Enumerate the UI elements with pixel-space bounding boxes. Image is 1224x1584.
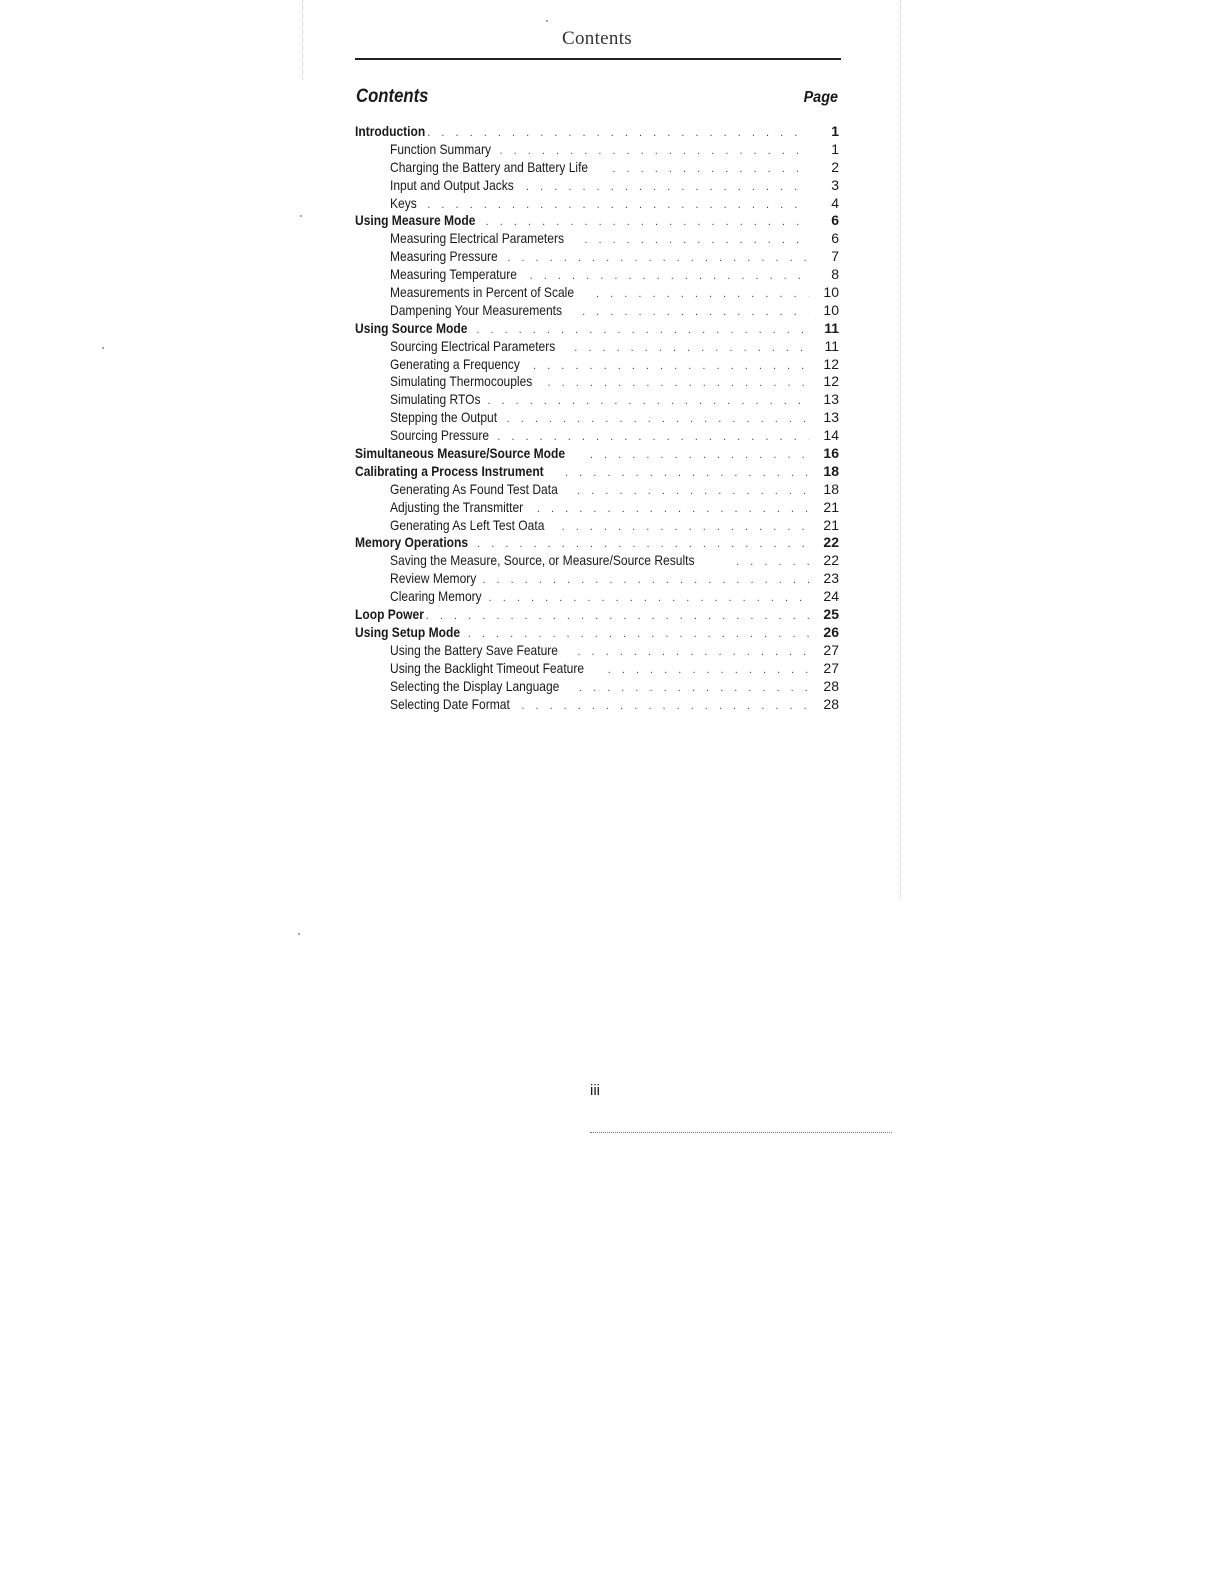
toc-entry-page: 2	[831, 158, 839, 175]
dot-leader	[533, 358, 809, 376]
toc-entry-page: 12	[823, 355, 839, 372]
toc-subsection-entry	[355, 570, 839, 588]
dot-leader	[507, 250, 809, 268]
toc-entry-label: Loop Power	[355, 606, 424, 623]
dot-leader	[577, 483, 809, 501]
dot-leader	[612, 161, 809, 179]
toc-entry-label: Simulating RTOs	[390, 391, 481, 408]
toc-section-entry	[355, 624, 839, 642]
toc-entry-page: 1	[831, 123, 839, 139]
scan-speck	[300, 215, 302, 217]
toc-entry-label: Calibrating a Process Instrument	[355, 462, 544, 479]
toc-entry-page: 18	[823, 480, 839, 497]
toc-subsection-entry	[355, 696, 839, 714]
toc-subsection-entry	[355, 141, 839, 159]
scan-speck	[102, 347, 104, 349]
toc-entry-page: 6	[831, 212, 839, 229]
toc-subsection-entry	[355, 284, 839, 302]
dot-leader	[596, 286, 809, 304]
dot-leader	[487, 393, 809, 411]
toc-entry-page: 23	[823, 570, 839, 587]
toc-title: Contents	[356, 86, 429, 107]
toc-entry-label: Keys	[390, 194, 417, 211]
toc-entry-page: 28	[823, 677, 839, 694]
toc-entry-label: Measurements in Percent of Scale	[390, 284, 575, 301]
toc-entry-label: Dampening Your Measurements	[390, 301, 563, 318]
toc-entry-page: 16	[823, 445, 839, 462]
toc-entry-label: Using Source Mode	[355, 319, 468, 336]
dot-leader	[507, 411, 809, 429]
toc-entry-label: Review Memory	[390, 570, 477, 587]
toc-entry-label: Memory Operations	[355, 534, 469, 551]
toc-section-entry	[355, 212, 839, 230]
toc-entry-page: 25	[823, 606, 839, 623]
toc-subsection-entry	[355, 499, 839, 517]
scan-edge-mark-left	[302, 0, 305, 80]
toc-entry-label: Using the Backlight Timeout Feature	[390, 659, 585, 676]
toc-page-column-label: Page	[803, 89, 838, 106]
toc-entry-label: Saving the Measure, Source, or Measure/Source Results	[390, 552, 695, 569]
toc-entry-page: 22	[823, 534, 839, 551]
toc-entry-page: 4	[831, 194, 839, 211]
dot-leader	[590, 447, 809, 465]
toc-subsection-entry	[355, 159, 839, 177]
toc-entry-label: Selecting Date Format	[390, 695, 510, 712]
page-number: iii	[590, 1082, 600, 1099]
toc-entry-label: Measuring Electrical Parameters	[390, 230, 564, 247]
toc-entry-label: Using the Battery Save Feature	[390, 641, 558, 658]
toc-entry-label: Selecting the Display Language	[390, 677, 560, 694]
dot-leader	[426, 608, 809, 626]
toc-subsection-entry	[355, 678, 839, 696]
toc-entry-label: Generating As Found Test Data	[390, 480, 558, 497]
header-rule	[355, 58, 841, 60]
toc-entry-page: 27	[823, 641, 839, 658]
toc-subsection-entry	[355, 588, 839, 606]
toc-entry-page: 21	[823, 498, 839, 515]
toc-entry-page: 8	[831, 266, 839, 283]
toc-subsection-entry	[355, 302, 839, 320]
toc-entry-label: Introduction	[355, 123, 426, 139]
toc-entry-label: Stepping the Output	[390, 409, 498, 426]
toc-subsection-entry	[355, 660, 839, 678]
toc-entry-label: Using Setup Mode	[355, 623, 461, 640]
toc-entry-page: 27	[823, 659, 839, 676]
toc-entry-page: 13	[823, 391, 839, 408]
toc-entry-page: 6	[831, 230, 839, 247]
toc-subsection-entry	[355, 642, 839, 660]
toc-subsection-entry	[355, 409, 839, 427]
dot-leader	[584, 232, 809, 250]
toc-subsection-entry	[355, 481, 839, 499]
toc-entry-label: Measuring Temperature	[390, 266, 517, 283]
toc-entry-page: 18	[823, 462, 839, 479]
dot-leader	[537, 501, 809, 519]
toc-entry-label: Simulating Thermocouples	[390, 373, 533, 390]
toc-entry-page: 7	[831, 248, 839, 265]
dot-leader	[482, 572, 809, 590]
dot-leader	[736, 554, 809, 572]
toc-subsection-entry	[355, 356, 839, 374]
dot-leader	[562, 519, 809, 537]
toc-entry-page: 13	[823, 409, 839, 426]
toc-entry-page: 11	[824, 319, 839, 336]
dot-leader	[548, 375, 809, 393]
dot-leader	[582, 304, 809, 322]
toc-entry-label: Simultaneous Measure/Source Mode	[355, 445, 566, 462]
toc-section-entry	[355, 606, 839, 624]
toc-section-entry	[355, 123, 839, 141]
toc-entry-page: 22	[823, 552, 839, 569]
toc-section-entry	[355, 320, 839, 338]
toc-entry-page: 10	[823, 301, 839, 318]
toc-entry-label: Clearing Memory	[390, 588, 482, 605]
toc-entry-page: 21	[823, 516, 839, 533]
toc-subsection-entry	[355, 552, 839, 570]
table-of-contents	[355, 123, 839, 713]
scan-speck	[546, 20, 548, 22]
scan-edge-mark-right	[900, 0, 909, 900]
toc-subsection-entry	[355, 266, 839, 284]
toc-subsection-entry	[355, 517, 839, 535]
toc-entry-page: 11	[824, 337, 839, 354]
toc-entry-page: 1	[831, 140, 839, 157]
toc-subsection-entry	[355, 373, 839, 391]
dot-leader	[579, 680, 809, 698]
toc-subsection-entry	[355, 230, 839, 248]
toc-entry-page: 24	[823, 588, 839, 605]
dot-leader	[608, 662, 809, 680]
toc-entry-page: 26	[823, 623, 839, 640]
toc-entry-page: 3	[831, 176, 839, 193]
toc-entry-page: 28	[823, 695, 839, 712]
footer-rule	[590, 1132, 892, 1133]
toc-entry-label: Measuring Pressure	[390, 248, 498, 265]
dot-leader	[565, 465, 809, 483]
toc-section-entry	[355, 445, 839, 463]
running-head: Contents	[562, 28, 632, 49]
toc-subsection-entry	[355, 391, 839, 409]
toc-entry-label: Charging the Battery and Battery Life	[390, 158, 589, 175]
dot-leader	[574, 340, 809, 358]
toc-entry-page: 10	[823, 284, 839, 301]
toc-entry-label: Function Summary	[390, 140, 492, 157]
scan-speck	[298, 933, 300, 935]
toc-entry-label: Sourcing Electrical Parameters	[390, 337, 556, 354]
toc-section-entry	[355, 463, 839, 481]
toc-entry-label: Generating As Left Test Oata	[390, 516, 545, 533]
dot-leader	[521, 698, 809, 716]
toc-entry-page: 12	[823, 373, 839, 390]
toc-subsection-entry	[355, 177, 839, 195]
dot-leader	[526, 179, 809, 197]
toc-subsection-entry	[355, 427, 839, 445]
toc-entry-label: Adjusting the Transmitter	[390, 498, 524, 515]
toc-subsection-entry	[355, 248, 839, 266]
dot-leader	[489, 590, 809, 608]
toc-entry-label: Using Measure Mode	[355, 212, 476, 229]
dot-leader	[577, 644, 809, 662]
toc-subsection-entry	[355, 195, 839, 213]
toc-entry-label: Input and Output Jacks	[390, 176, 514, 193]
toc-entry-page: 14	[823, 427, 839, 444]
toc-entry-label: Generating a Frequency	[390, 355, 520, 372]
toc-entry-label: Sourcing Pressure	[390, 427, 490, 444]
toc-subsection-entry	[355, 338, 839, 356]
toc-section-entry	[355, 534, 839, 552]
